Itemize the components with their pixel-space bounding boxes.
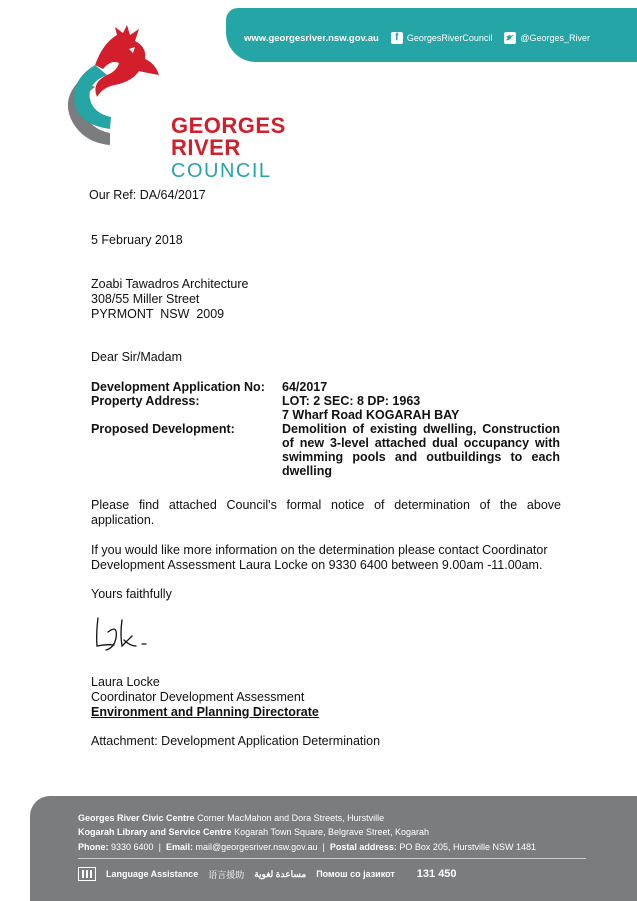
attachment-note: Attachment: Development Application Determination (91, 734, 381, 748)
contact-paragraph (91, 543, 561, 573)
email-label: Email: (165, 842, 193, 852)
postal-label: Postal address: (329, 842, 397, 852)
postal-address: PO Box 205, Hurstville NSW 1481 (399, 842, 536, 852)
logo-text-georges: GEORGES (171, 113, 286, 138)
dev-app-value: 64/2017 (282, 380, 328, 394)
dev-app-label: Development Application No: (91, 380, 265, 394)
closing: Yours faithfully (91, 587, 172, 601)
property-lot: LOT: 2 SEC: 8 DP: 1963 (282, 394, 421, 408)
logo-text-council: COUNCIL (171, 160, 272, 182)
signer-title: Coordinator Development Assessment (91, 690, 305, 704)
library-line (78, 827, 429, 837)
civic-centre-line (78, 813, 384, 823)
footer (30, 796, 637, 901)
twitter-link[interactable] (504, 32, 590, 44)
salutation: Dear Sir/Madam (91, 350, 182, 364)
twitter-handle: @Georges_River (520, 33, 591, 43)
contact-line: Development Assessment Laura Locke on 9330 6400 between 9.00am -11.00am. (91, 558, 543, 572)
language-assistance-icon (78, 867, 96, 881)
library-label: Kogarah Library and Service Centre (78, 827, 232, 837)
website-link[interactable]: www.georgesriver.nsw.gov.au (244, 32, 379, 44)
email-address[interactable]: mail@georgesriver.nsw.gov.au (195, 842, 318, 852)
dragon-logo-icon (55, 25, 175, 150)
application-details (91, 380, 560, 478)
signer-name: Laura Locke (91, 675, 160, 689)
language-phone[interactable]: 131 450 (416, 868, 457, 880)
logo-text-river: RIVER (171, 135, 241, 160)
facebook-icon: f (391, 32, 403, 44)
contact-line: If you would like more information on the determination please contact Coordinator (91, 543, 548, 557)
property-street: 7 Wharf Road KOGARAH BAY (282, 408, 460, 422)
council-logo (55, 25, 286, 182)
header-banner (226, 8, 637, 62)
directorate: Environment and Planning Directorate (91, 705, 319, 719)
address-line: Zoabi Tawadros Architecture (91, 277, 249, 291)
civic-address: Corner MacMahon and Dora Streets, Hurstville (197, 813, 385, 823)
proposed-value: Demolition of existing dwelling, Construction of new 3-level attached dual occupancy with swimming pools and outbuildings to each dwelling (282, 422, 560, 478)
property-label: Property Address: (91, 394, 200, 408)
notice-paragraph: Please find attached Council's formal notice of determination of the above application. (91, 498, 561, 527)
language-arabic: مساعدة لغوية (254, 868, 307, 879)
letter-date: 5 February 2018 (91, 233, 183, 247)
signature-icon (92, 614, 162, 654)
language-label: Language Assistance (106, 869, 199, 879)
library-address: Kogarah Town Square, Belgrave Street, Kogarah (234, 827, 430, 837)
phone-label: Phone: (78, 842, 109, 852)
language-assistance-line (78, 867, 457, 881)
twitter-icon (504, 32, 516, 44)
language-chinese: 语言援助 (208, 869, 245, 880)
our-reference: Our Ref: DA/64/2017 (89, 188, 206, 202)
facebook-handle: GeorgesRiverCouncil (406, 33, 493, 43)
address-line: 308/55 Miller Street (91, 292, 200, 306)
footer-divider (78, 858, 586, 859)
civic-label: Georges River Civic Centre (78, 813, 195, 823)
signer-block (91, 675, 319, 720)
facebook-link[interactable] (391, 32, 493, 44)
language-macedonian: Помош со јазикот (316, 869, 395, 879)
address-line: PYRMONT NSW 2009 (91, 307, 225, 321)
contact-line: Phone: 9330 6400 | Email: mail@georgesriver.nsw.gov.au | Postal address: PO Box 205, Hurstville NSW 1481 (78, 842, 536, 852)
recipient-address (91, 277, 249, 322)
proposed-label: Proposed Development: (91, 422, 235, 436)
phone-number[interactable]: 9330 6400 (111, 842, 154, 852)
